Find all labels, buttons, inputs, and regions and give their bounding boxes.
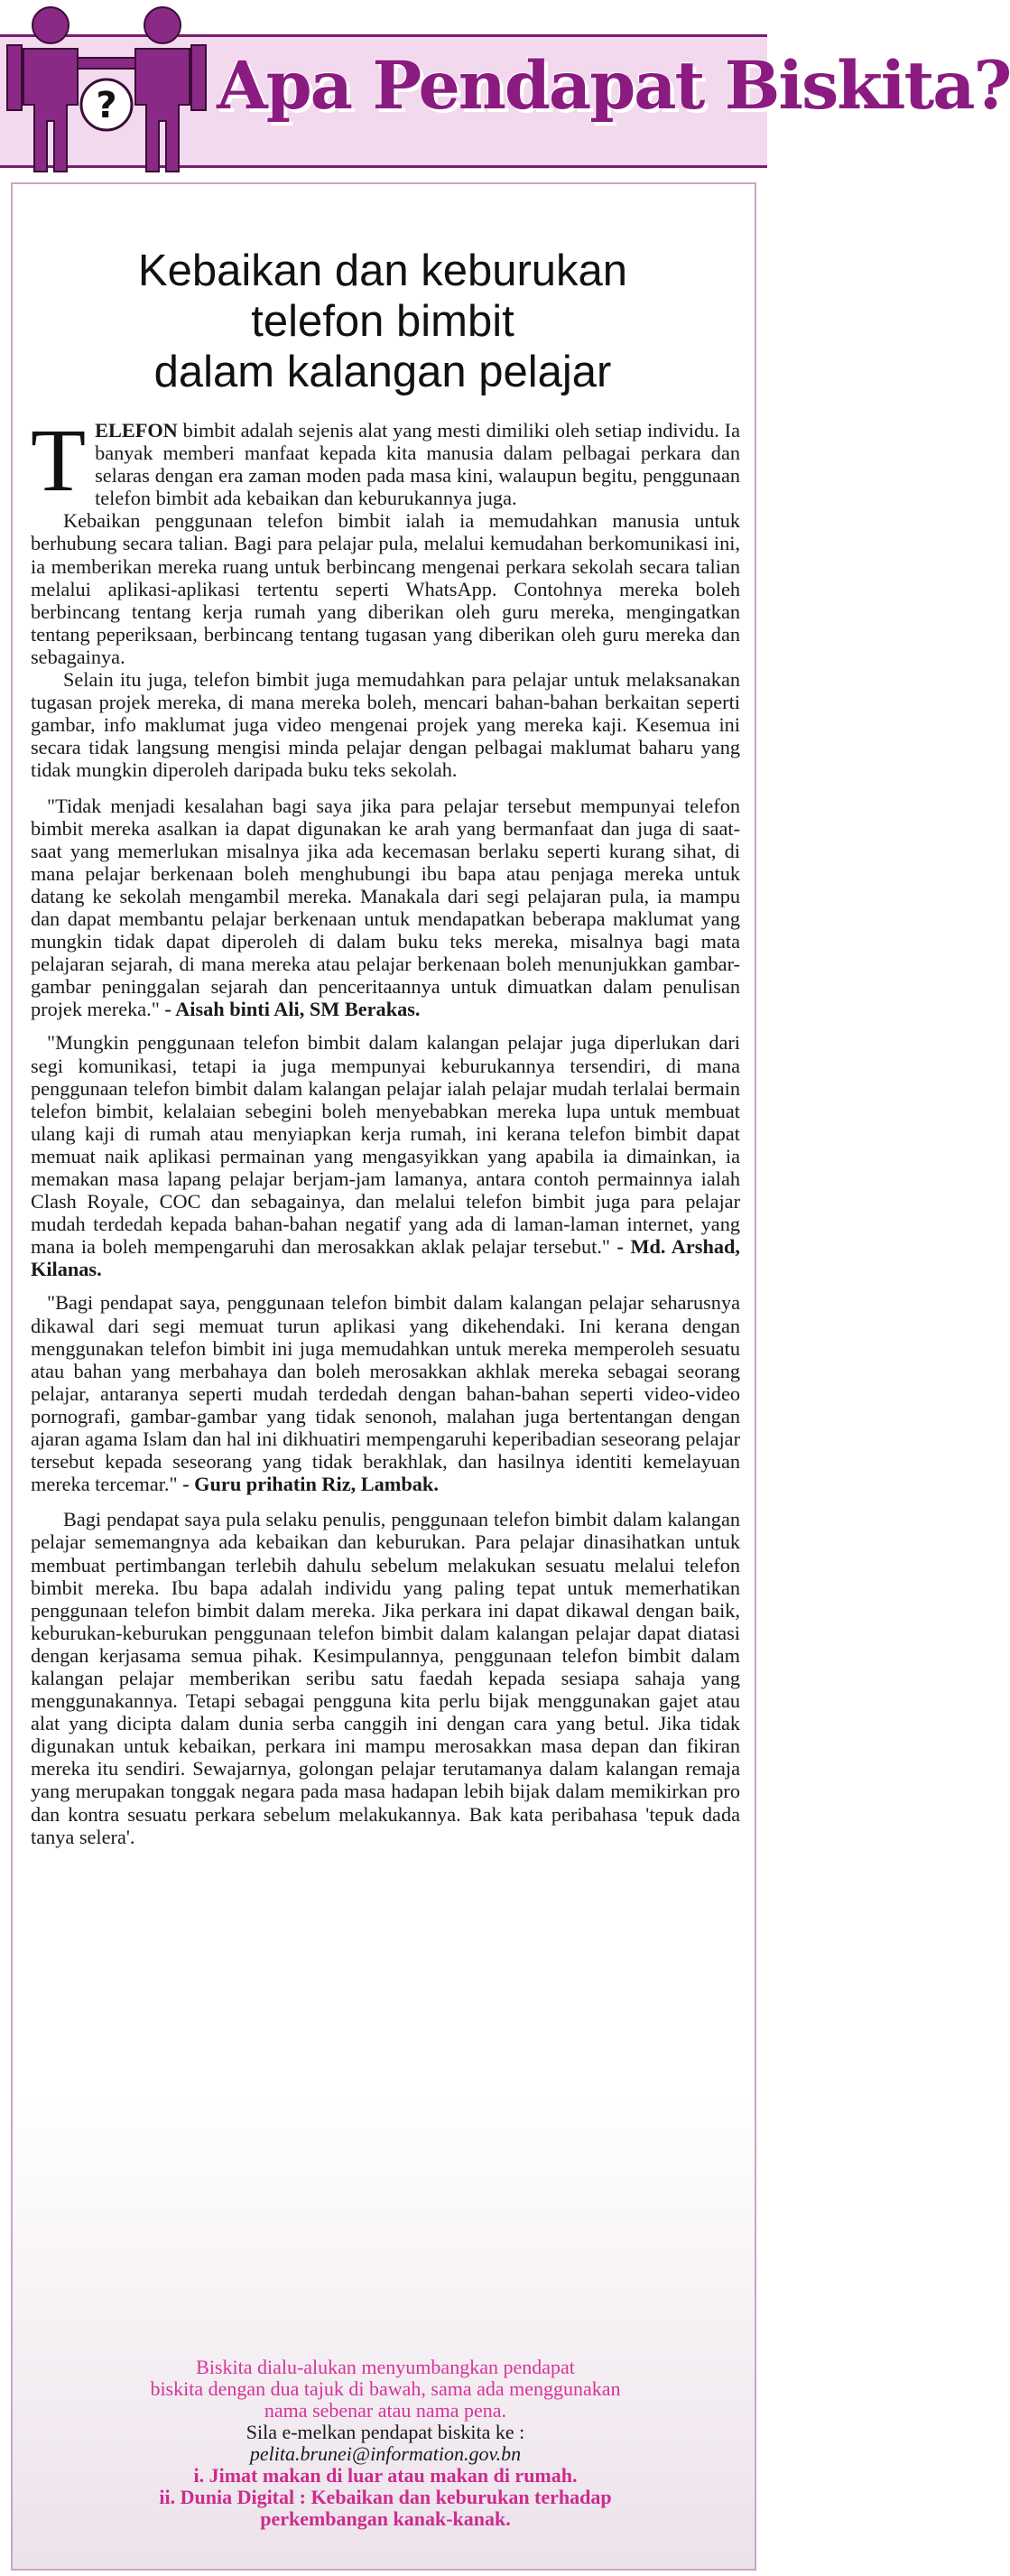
contribution-footer [22,2357,749,2530]
quote-text: "Bagi pendapat saya, penggunaan telefon bimbit dalam kalangan pelajar seharusnya dikawal dari segi memuat turun aplikasi yang dikehendaki. Ini kerana dengan menggunakan telefon bimbit ini juga memudahkan untuk mereka memperoleh sesuatu atau bahan yang merbahaya dan boleh merosakkan akhlak mereka sebagai seorang pelajar, antaranya seperti mudah terdedah dengan bahan-bahan seperti video-video pornografi, gambar-gambar yang tidak senonoh, malahan juga bertentangan dengan ajaran agama Islam dan hal ini dikhuatiri mempengaruhi keperibadian seseorang pelajar tersebut kepada seseorang yang tidak berakhlak, dan hasilnya identiti kemelayuan mereka tercemar." [31,1291,740,1496]
title-line: telefon bimbit [251,297,514,346]
opinion-quote [31,1031,740,1280]
conclusion-paragraph: Bagi pendapat saya pula selaku penulis, penggunaan telefon bimbit dalam kalangan pelajar sememangnya ada kebaikan dan keburukan. Para pelajar dinasihatkan untuk membuat pertimbangan terlebih dahulu sebelum melakukan sesuatu melalui telefon bimbit mereka. Ibu bapa adalah individu yang paling tepat untuk memerhatikan penggunaan telefon bimbit dalam mereka. Jika perkara ini dapat dikawal dengan baik, keburukan-keburukan penggunaan telefon bimbit dalam kalangan pelajar dapat diatasi dengan kerjasama semua pihak. Kesimpulannya, penggunaan telefon bimbit dalam kalangan pelajar memberikan seribu satu faedah kepada sesiapa sahaja yang menggunakannya. Tetapi sebagai pengguna kita perlu bijak menggunakan gajet atau alat yang dicipta dalam dunia serba canggih ini dengan cara yang betul. Jika tidak digunakan untuk kebaikan, perkara ini mampu merosakkan masa depan dan fikiran mereka itu sendiri. Sewajarnya, golongan pelajar terutamanya dalam kalangan remaja yang merupakan tonggak negara pada masa hadapan lebih bijak dalam memikirkan pro dan kontra sesuatu perkara sebelum melakukannya. Bak kata peribahasa 'tepuk dada tanya selera'. [31,1508,740,1848]
paragraph-text: bimbit adalah sejenis alat yang mesti dimiliki oleh setiap individu. Ia banyak memberi manfaat kepada kita manusia dalam pelbagai perkara dan selaras dengan era zaman moden pada masa kini, walaupun begitu, penggunaan telefon bimbit ada kebaikan dan keburukannya juga. [95,419,740,510]
article-title [49,246,717,397]
title-line: Kebaikan dan keburukan [137,246,628,295]
intro-paragraph [31,410,740,510]
topic-one: i. Jimat makan di luar atau makan di rumah. [193,2464,578,2487]
title-line: dalam kalangan pelajar [153,348,612,396]
svg-text:?: ? [96,85,117,126]
paragraph: Selain itu juga, telefon bimbit juga memudahkan para pelajar untuk melaksanakan tugasan projek mereka, di mana mereka boleh, mencari bahan-bahan berkaitan seperti gambar, info maklumat juga video mengenai projek yang mereka kaji. Kesemua ini secara tidak langsung mengisi minda pelajar dengan pelbagai maklumat baharu yang tidak mungkin diperoleh daripada buku teks sekolah. [31,668,740,782]
invite-line: Biskita dialu-alukan menyumbangkan pendapat [196,2356,575,2378]
quote-attribution: - Md. Arshad, Kilanas. [31,1235,741,1281]
email-address[interactable]: pelita.brunei@information.gov.bn [249,2442,522,2465]
people-question-icon [4,4,211,177]
quote-text: "Mungkin penggunaan telefon bimbit dalam kalangan pelajar juga diperlukan dari segi komunikasi, tetapi ia juga mempunyai keburukannya tersendiri, di mana penggunaan telefon bimbit dalam kalangan pelajar ialah pelajar mudah terlalai bermain telefon bimbit, kelalaian sebegini boleh menyebabkan mereka lupa untuk membuat ulang kaji di rumah atau menyiapkan kerja rumah, ini kerana telefon bimbit dapat memuat naik aplikasi permainan yang mengasyikkan yang apabila ia dimainkan, ia memakan masa lapang pelajar berjam-jam lamanya, antara contoh permainnya ialah Clash Royale, COC dan sebagainya, dan melalui telefon bimbit juga para pelajar mudah terdedah kepada bahan-bahan negatif yang ada di laman-laman internet, yang mana ia boleh mempengaruhi dan merosakkan aklak pelajar tersebut." [31,1031,740,1259]
question-mark-icon [81,79,132,130]
column-title: Apa Pendapat Biskita? [217,47,1010,125]
quote-attribution: - Guru prihatin Riz, Lambak. [182,1473,439,1496]
invite-line: biskita dengan dua tajuk di bawah, sama ada menggunakan [150,2377,621,2400]
article-body [31,410,741,1848]
invite-line: nama sebenar atau nama pena. [264,2399,507,2422]
email-prompt: Sila e-melkan pendapat biskita ke : [246,2421,525,2443]
topic-two: ii. Dunia Digital : Kebaikan dan keburukan terhadap [159,2486,612,2508]
lead-word: ELEFON [95,419,178,442]
quote-text: "Tidak menjadi kesalahan bagi saya jika para pelajar tersebut mempunyai telefon bimbit mereka asalkan ia dapat digunakan ke arah yang bermanfaat dan juga di saat-saat yang memerlukan misalnya jika ada kecemasan berlaku seperti kurang sihat, di mana pelajar berkenaan boleh menghubungi ibu bapa atau penjaga mereka untuk datang ke sekolah mengambil mereka. Manakala dari segi pelajaran pula, ia mampu dan dapat membantu pelajar berkenaan untuk mendapatkan beberapa maklumat yang mungkin tidak dapat diperoleh di dalam buku teks mereka, misalnya bagi mata pelajaran sejarah, di mana mereka atau pelajar berkenaan boleh menunjukkan gambar-gambar peninggalan sejarah dan penceritaannya untuk dimuatkan dalam penulisan projek mereka." [31,794,740,1021]
column-header [0,0,1010,179]
topic-two-cont: perkembangan kanak-kanak. [260,2507,511,2530]
opinion-quote [31,1291,740,1495]
paragraph: Kebaikan penggunaan telefon bimbit ialah ia memudahkan manusia untuk berhubung secara talian. Bagi para pelajar pula, melalui kemudahan berkomunikasi ini, ia memberikan mereka ruang untuk berbincang mengenai perkara sekolah secara talian melalui aplikasi-aplikasi tertentu seperti WhatsApp. Contohnya mereka boleh berbincang tentang kerja rumah yang diberikan oleh guru mereka, mengingatkan tentang peperiksaan, berbincang tentang tugasan yang diberikan oleh guru mereka dan sebagainya. [31,509,740,668]
opinion-quote [31,795,740,1021]
quote-attribution: - Aisah binti Ali, SM Berakas. [164,998,421,1021]
person-icon [135,7,206,172]
article-box [11,182,756,2571]
drop-cap: T [31,410,87,510]
person-icon [7,7,78,172]
people-icon-graphic [4,4,211,177]
